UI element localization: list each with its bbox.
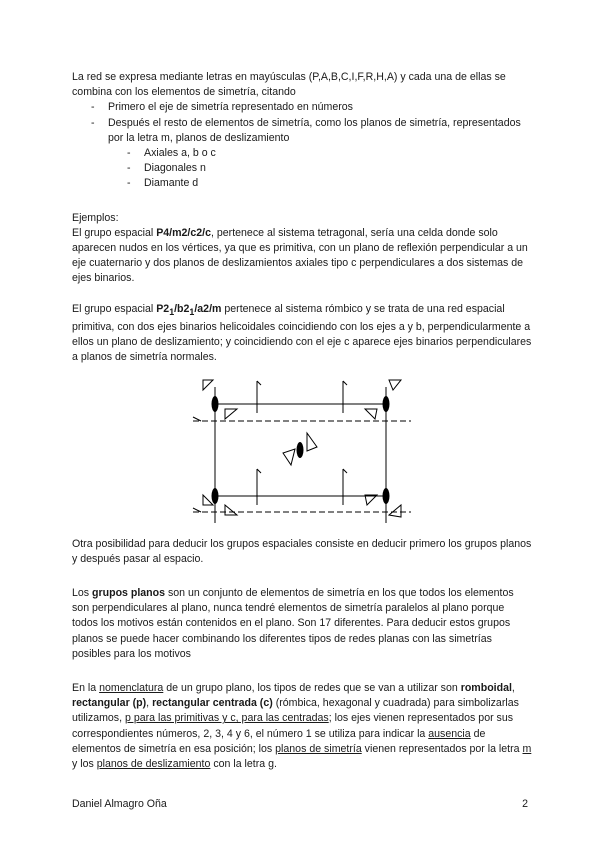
motif-triangle (365, 409, 377, 419)
list-item: - Diamante d (72, 176, 532, 191)
intro-list (72, 100, 532, 146)
list-item: - Primero el eje de simetría representado en números (72, 100, 532, 115)
motif-triangle (283, 449, 295, 465)
example-2: El grupo espacial $P2_1/b2_1/a2/m$ pertenece al sistema rómbico y se trata de una red espacial primitiva, con dos ejes binarios helicoidales coincidiendo con los ejes a y b, perpendicularmente a ellos un plano de deslizamiento; y coincidiendo con el eje c aparece ejes binarios perpendiculares a planos de simetría normales. (72, 302, 532, 364)
space-group-diagram (189, 377, 417, 535)
document-body (72, 70, 532, 772)
term-grupos-planos: grupos planos (92, 586, 166, 599)
axis-tick (343, 469, 347, 473)
planos-paragraph: Los grupos planos son un conjunto de elementos de simetría en los que todos los elementos son perpendiculares al plano, nunca tendré elementos de simetría paralelos al plano porque todos los motivos están contenidos en el plano. Son 17 diferentes. Para deducir estos grupos planos se puede hacer combinando los diferentes tipos de redes planas con las simetrías posibles para los motivos (72, 586, 514, 660)
motif-triangle (203, 380, 213, 390)
footer-author: Daniel Almagro Oña (72, 798, 167, 810)
otra-paragraph: Otra posibilidad para deducir los grupos espaciales consiste en deducir primero los grupos planos y después pasar al espacio. (72, 537, 532, 565)
axis-tick (193, 417, 201, 421)
twofold-axis (212, 488, 219, 504)
space-group-symbol: P4/m2/c2/c (156, 226, 211, 239)
symmetry-diagram-svg (189, 377, 417, 535)
twofold-axis (383, 488, 390, 504)
intro-paragraph: La red se expresa mediante letras en mayúsculas (P,A,B,C,I,F,R,H,A) y cada una de ellas se combina con los elementos de simetría, citando (72, 71, 506, 99)
motif-triangle (225, 505, 237, 515)
page-footer (72, 798, 528, 810)
motif-triangle (389, 380, 401, 390)
page-number: 2 (522, 798, 528, 810)
twofold-axis (212, 396, 219, 412)
nomenclatura-paragraph: En la nomenclatura de un grupo plano, los tipos de redes que se van a utilizar son romboidal, rectangular (p), rectangular centrada (c) (rómbica, hexagonal y cuadrada) para simbolizarlas utilizamos, p para las primitivas y c, para las centradas; los ejes vienen representados por sus correspondientes números, 2, 3, 4 y 6, el número 1 se utiliza para indicar la ausencia de elementos de simetría en esa posición; los planos de simetría vienen representados por la letra m y los planos de deslizamiento con la letra g. (72, 681, 532, 770)
list-item: - Axiales a, b o c (72, 146, 532, 161)
motif-triangle (203, 495, 213, 505)
twofold-axis (383, 396, 390, 412)
space-group-symbol: $P2_1/b2_1/a2/m$ (156, 302, 222, 317)
examples-heading: Ejemplos: (72, 211, 119, 224)
motif-triangle (307, 433, 317, 451)
motif-triangle (389, 505, 401, 517)
list-item: - Diagonales n (72, 161, 532, 176)
axis-tick (343, 381, 347, 385)
axis-tick (257, 469, 261, 473)
intro-sublist (72, 146, 532, 192)
example-1: El grupo espacial P4/m2/c2/c, pertenece al sistema tetragonal, sería una celda donde solo aparecen nudos en los vértices, ya que es primitiva, con un plano de reflexión perpendicular a un eje cuaternario y dos planos de deslizamientos axiales tipo c perpendiculares a dos sistemas de ejes binarios. (72, 226, 528, 285)
axis-tick (193, 508, 201, 512)
axis-tick (257, 381, 261, 385)
twofold-axis (297, 442, 304, 458)
motif-triangle (225, 409, 237, 419)
list-item: - Después el resto de elementos de simetría, como los planos de simetría, representados por la letra m, planos de deslizamiento (72, 116, 532, 146)
